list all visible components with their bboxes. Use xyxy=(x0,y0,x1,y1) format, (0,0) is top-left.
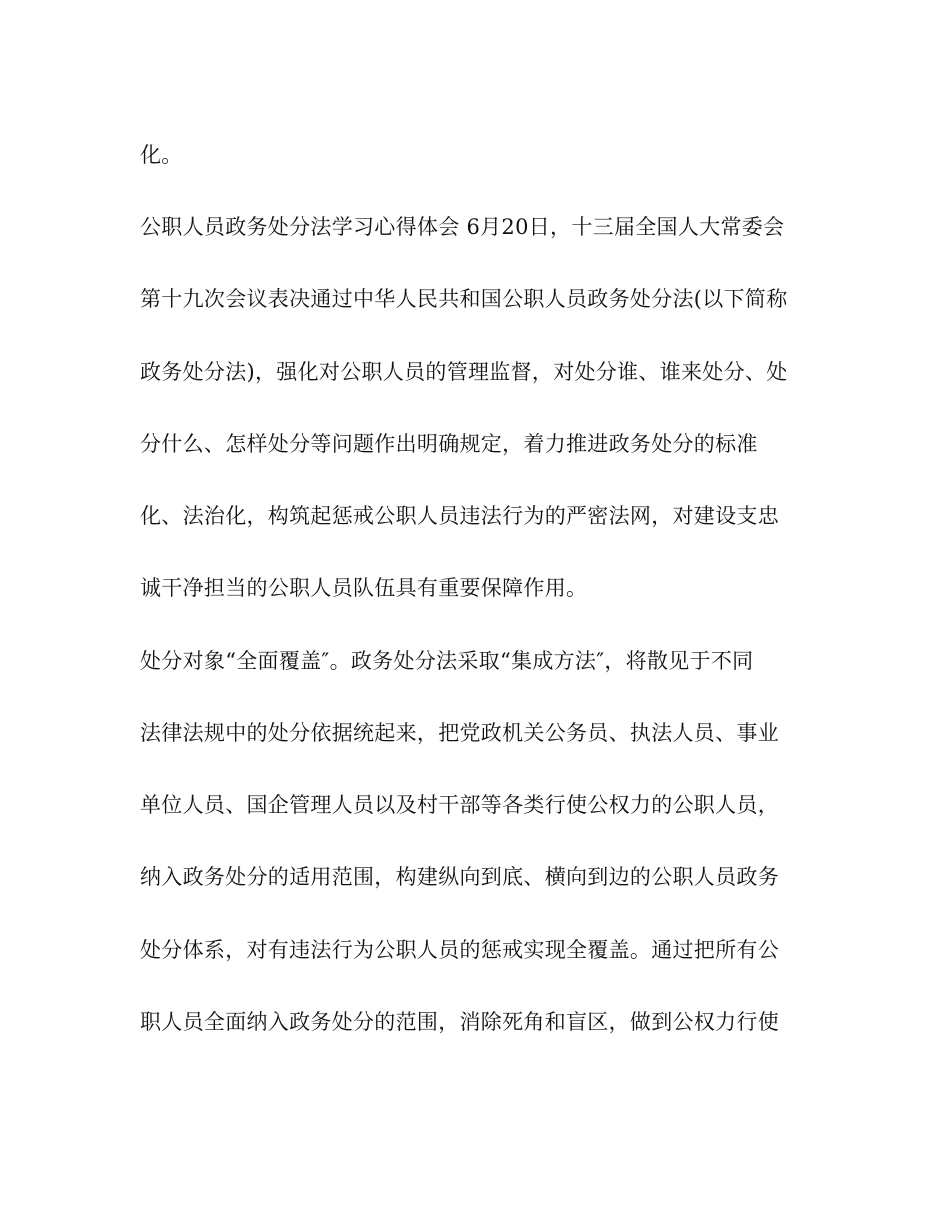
text-line-3: 第十九次会议表决通过中华人民共和国公职人员政务处分法(以下简称 xyxy=(140,287,788,311)
text-line-12: 处分体系，对有违法行为公职人员的惩戒实现全覆盖。通过把所有公 xyxy=(140,938,779,962)
text-line-11: 纳入政务处分的适用范围，构建纵向到底、横向到边的公职人员政务 xyxy=(140,865,779,889)
text-line-4: 政务处分法)，强化对公职人员的管理监督，对处分谁、谁来处分、处 xyxy=(140,360,788,384)
text-line-2: 公职人员政务处分法学习心得体会 6月20日，十三届全国人大常委会 xyxy=(140,215,785,239)
text-line-9: 法律法规中的处分依据统起来，把党政机关公务员、执法人员、事业 xyxy=(140,721,779,745)
text-line-7: 诚干净担当的公职人员队伍具有重要保障作用。 xyxy=(140,576,588,600)
text-line-8: 处分对象“全面覆盖″。政务处分法采取“集成方法″，将散见于不同 xyxy=(140,649,754,673)
text-line-1: 化。 xyxy=(140,143,183,167)
text-line-10: 单位人员、国企管理人员以及村干部等各类行使公权力的公职人员， xyxy=(140,793,779,817)
text-line-6: 化、法治化，构筑起惩戒公职人员违法行为的严密法网，对建设支忠 xyxy=(140,504,779,528)
text-line-13: 职人员全面纳入政务处分的范围，消除死角和盲区，做到公权力行使 xyxy=(140,1010,779,1034)
text-line-5: 分什么、怎样处分等问题作出明确规定，着力推进政务处分的标准 xyxy=(140,432,758,456)
